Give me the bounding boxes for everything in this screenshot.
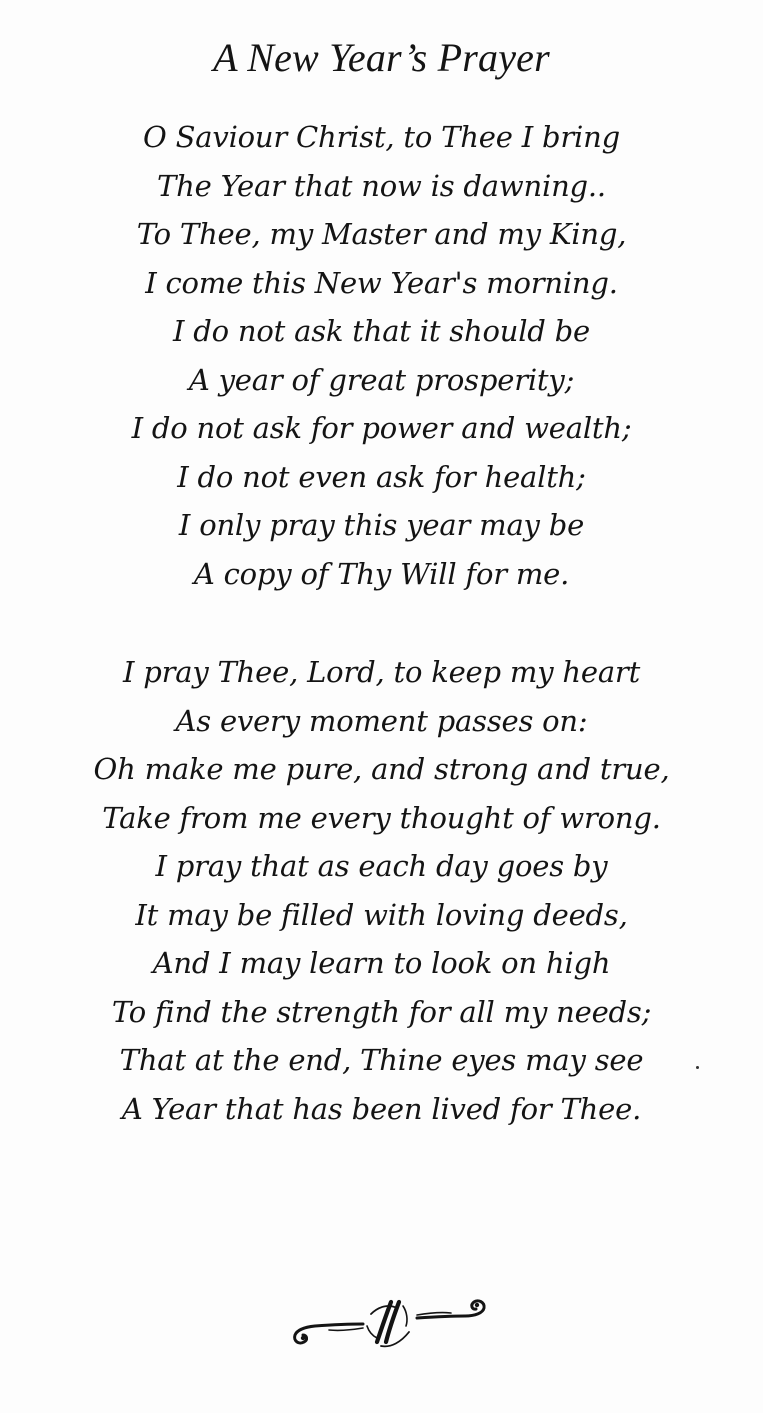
- stanza-2: [0, 648, 763, 1133]
- poem-line: To find the strength for all my needs;: [111, 994, 652, 1029]
- poem-line: I pray Thee, Lord, to keep my heart: [122, 655, 641, 689]
- poem-line: I do not ask that it should be: [172, 314, 590, 348]
- page-speck: [696, 1066, 699, 1069]
- poem-line: I do not ask for power and wealth;: [131, 411, 632, 445]
- poem-title: A New Year’s Prayer: [213, 35, 550, 80]
- poem-line: The Year that now is dawning..: [157, 168, 606, 203]
- poem-line: A copy of Thy Will for me.: [193, 556, 570, 591]
- scroll-flourish-icon: [285, 1290, 495, 1354]
- stanza-1: [0, 113, 763, 598]
- poem-line: Oh make me pure, and strong and true,: [93, 752, 670, 786]
- poem-line: It may be filled with loving deeds,: [135, 897, 628, 932]
- poem-line: I only pray this year may be: [178, 508, 585, 542]
- poem-line: I do not even ask for health;: [177, 459, 586, 494]
- poem-line: And I may learn to look on high: [152, 946, 611, 980]
- poem-line: O Saviour Christ, to Thee I bring: [143, 120, 620, 154]
- poem-line: That at the end, Thine eyes may see: [119, 1043, 644, 1077]
- poem-line: To Thee, my Master and my King,: [136, 217, 627, 251]
- poem-line: A year of great prosperity;: [188, 362, 575, 397]
- poem-line: I pray that as each day goes by: [155, 849, 608, 883]
- poem-line: A Year that has been lived for Thee.: [121, 1091, 642, 1126]
- poem-line: As every moment passes on:: [175, 703, 588, 738]
- poem-line: Take from me every thought of wrong.: [102, 800, 661, 835]
- poem-line: I come this New Year's morning.: [145, 265, 618, 300]
